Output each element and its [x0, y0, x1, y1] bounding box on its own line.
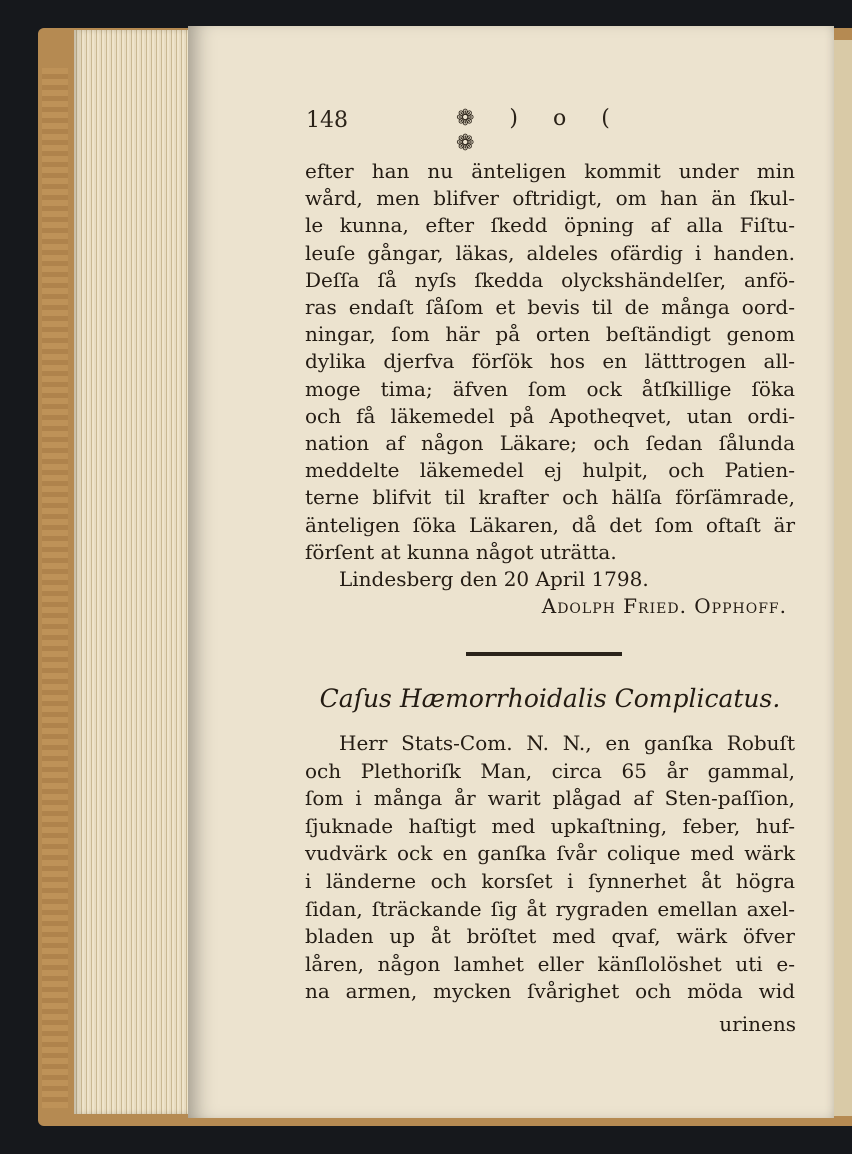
- text-line: ningar, ſom här på orten beſtändigt genom: [305, 322, 795, 347]
- section-divider: [466, 652, 622, 656]
- text-line: änteligen ſöka Läkaren, då det ſom oftaſt är: [305, 512, 795, 537]
- text-line: ſjuknade haſtigt med upkaſtning, feber, huf-: [305, 813, 795, 838]
- text-line: förſent at kunna något uträtta.: [305, 539, 617, 564]
- text-line: ſidan, ſträckande ſig åt rygraden emellan axel-: [305, 896, 795, 921]
- page-number: 148: [306, 108, 348, 133]
- text-line: meddelte läkemedel ej hulpit, och Patien-: [305, 458, 795, 483]
- text-line: efter han nu änteligen kommit under min: [305, 159, 795, 183]
- text-line: dylika djerfva förſök hos en lätttrogen all-: [305, 349, 795, 374]
- text-line: i länderne och korsſet i ſynnerhet åt högra: [305, 868, 795, 893]
- catchword: urinens: [719, 1012, 796, 1036]
- text-line: le kunna, efter ſkedd öpning af alla Fiſtu-: [305, 213, 795, 238]
- text-line: ras endaſt ſåſom et bevis til de många oord-: [305, 295, 795, 320]
- letter-text: [305, 158, 795, 620]
- facing-page-edge: [834, 40, 852, 1116]
- page-header: [306, 104, 666, 156]
- date-line: Lindesberg den 20 April 1798.: [339, 567, 649, 592]
- text-line: ſom i många år warit plågad af Sten-paſſion,: [305, 786, 795, 811]
- text-line: vudvärk ock en ganſka ſvår colique med wärk: [305, 841, 795, 866]
- text-line: låren, någon lamhet eller känſlolöshet uti e-: [305, 951, 795, 976]
- text-line: wård, men blifver oftridigt, om han än ſkul-: [305, 186, 795, 211]
- text-line: nation af någon Läkare; och ſedan ſålunda: [305, 431, 795, 456]
- text-line: bladen up åt bröſtet med qvaf, wärk öfver: [305, 924, 795, 949]
- text-line: och få läkemedel på Apotheqvet, utan ordi-: [305, 403, 795, 428]
- text-line: Deſſa ſå nyſs ſkedda olyckshändelſer, anfö-: [305, 267, 795, 292]
- text-line: terne blifvit til krafter och hälſa förſämrade,: [305, 485, 795, 510]
- signature: Adolph Fried. Opphoff.: [541, 594, 787, 619]
- header-ornament: ❁ ) o ( ❁: [456, 106, 624, 156]
- text-line: na armen, mycken ſvårighet och möda wid: [305, 979, 795, 1004]
- text-line: leuſe gångar, läkas, aldeles ofärdig i handen.: [305, 240, 795, 265]
- text-line: och Plethoriſk Man, circa 65 år gammal,: [305, 758, 795, 783]
- case-text: [305, 730, 795, 1006]
- text-line: Herr Stats-Com. N. N., en ganſka Robuſt: [339, 731, 795, 755]
- case-title: Caſus Hæmorrhoidalis Complicatus.: [319, 684, 781, 713]
- text-line: moge tima; äfven ſom ock åtſkillige ſöka: [305, 376, 795, 401]
